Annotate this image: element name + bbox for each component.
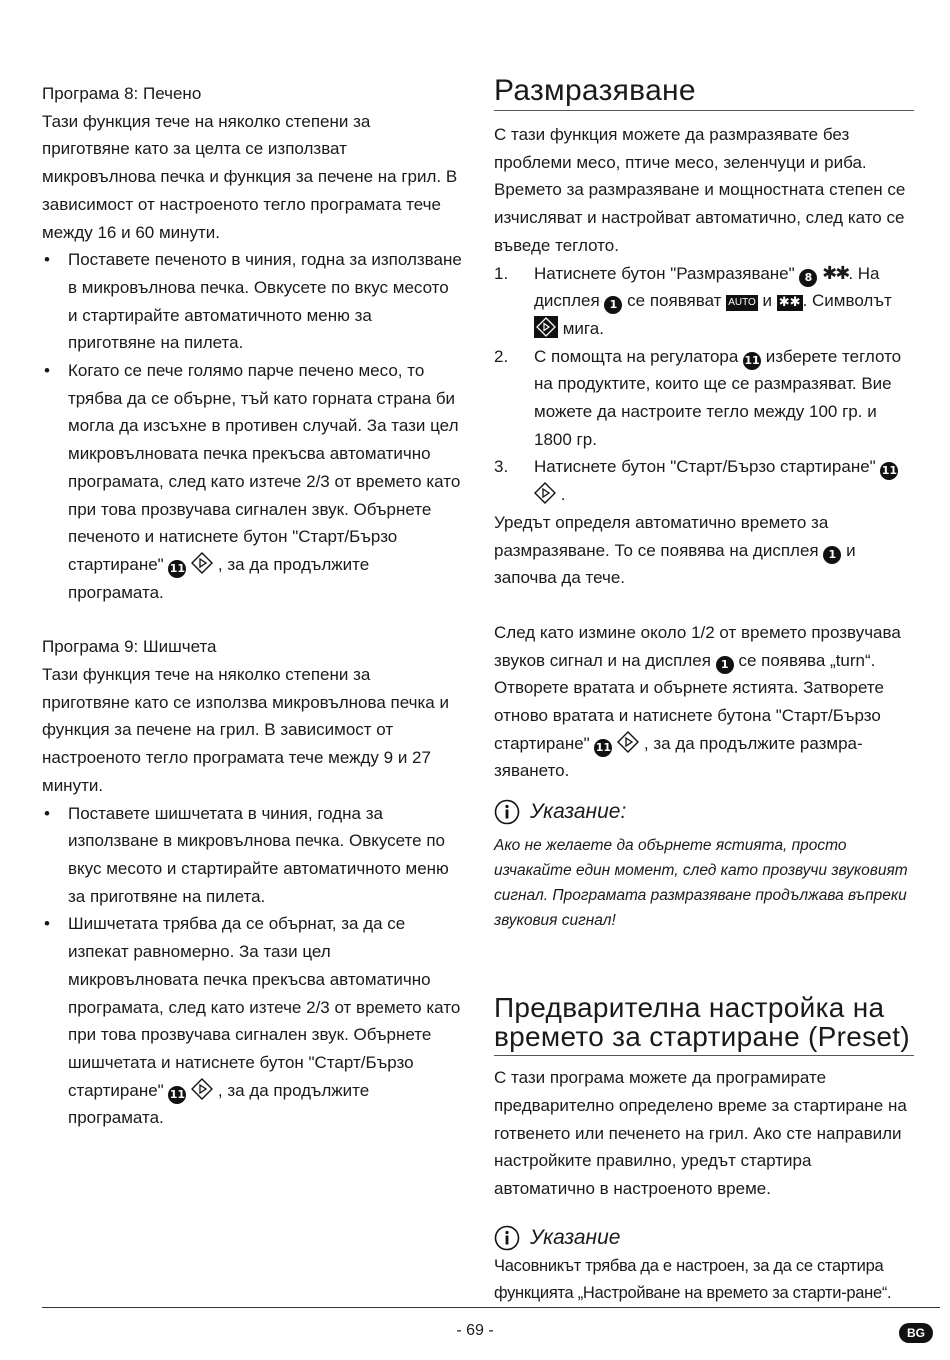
footer-divider [42, 1307, 940, 1308]
list-item [494, 343, 914, 454]
preset-text: С тази програма можете да програмирате предварително определено време за стартиране на готвенето или печенето на грил. Ако сте направили настройките правилно, уредът стартира автоматично в настроеното време. [494, 1068, 907, 1198]
program9-text: Тази функция тече на няколко степени за приготвяне като се използва микровълнова печка и функция за печене на грил. В зависимост от настроеното тегло програмата тече между 9 и 27 минути. [42, 665, 449, 795]
program8-bullets [42, 246, 462, 606]
device-text [494, 509, 914, 592]
program8-title: Програма 8: Печено [42, 84, 202, 103]
ref-1-icon: 1 [823, 546, 841, 564]
start-diamond-icon [534, 482, 556, 504]
step-number: 2. [494, 346, 509, 366]
defrost-display-icon: ✱✱ [778, 295, 801, 311]
step-number: 3. [494, 457, 509, 477]
note1-header [494, 799, 914, 825]
ref-11-icon: 11 [743, 352, 761, 370]
defrost-intro: С тази функция можете да размразявате без проблеми месо, птиче месо, зеленчуци и риба. Времето за размразяване и мощностната степен се изчисляват и настройват автоматично, след като се въведе теглото. [494, 125, 906, 255]
step-text: Натиснете бутон "Старт/Бързо стартиране" [534, 457, 876, 477]
heading-line: времето за стартиране (Preset) [494, 1021, 910, 1053]
step-text: и [762, 291, 773, 311]
preset-heading [494, 993, 914, 1056]
bullet-text: , за да продължите програмата. [68, 1080, 370, 1128]
right-column [494, 76, 914, 1308]
list-item [494, 453, 914, 508]
ref-11-icon: 11 [168, 1086, 186, 1104]
snowflake-icon: ✱✱ [822, 262, 849, 284]
step-text: . [560, 485, 566, 505]
start-diamond-icon [191, 552, 213, 574]
step-text: Натиснете бутон "Размразяване" [534, 263, 795, 283]
note2-title: Указание [530, 1225, 621, 1249]
list-item: • Поставете шишчетата в чиния, годна за използване в микровълнова печка. Овкусете по вкус месото и стартирайте автоматичното меню за приготвяне на пилета. [44, 803, 449, 906]
list-item [494, 260, 914, 343]
bullet-text: Поставете печеното в чиния, годна за използване в микровълнова печка. Овкусете по вкус месото и стартирайте автоматичното меню за приготвяне на пилета. [68, 250, 462, 353]
start-diamond-icon [617, 731, 639, 753]
page-number: - 69 - [456, 1322, 494, 1339]
info-icon [494, 1225, 520, 1251]
language-badge: BG [899, 1323, 933, 1343]
heading-line: Предварителна настройка на [494, 992, 885, 1024]
list-item: • Шишчетата трябва да се обърнат, за да се изпекат равномерно. За тази цел микровълновата печка прекъсва автоматично програмата, след като изтече 2/3 от времето като при това прозвучава сигнален звук. Обърнете шишчетата и натиснете бутон "Старт/Бързо стартиране" 11 , за да продължите програмата. [44, 914, 461, 1128]
text-part: се появява „turn“. Отворете вратата и обърнете ястията. Затворете отново вратата и натиснете бутона "Старт/Бързо стартиране" [494, 650, 884, 753]
step-text: . Символът [802, 291, 892, 311]
ref-11-icon: 11 [168, 560, 186, 578]
note1-title: Указание: [530, 800, 627, 824]
ref-11-icon: 11 [880, 462, 898, 480]
note1-text: Ако не желаете да обърнете ястията, просто изчакайте един момент, след като прозвучи звуковият сигнал. Програмата размразяване продължава въпреки звуковия сигнал! [494, 837, 908, 930]
bullet-text: Когато се пече голямо парче печено месо, то трябва да се обърне, тъй като горната страна би могла да изсъхне в противен случай. За тази цел микровълновата печка прекъсва автоматично програмата, след като изтече 2/3 от времето като при това прозвучава сигнален звук. Обърнете печеното и натиснете бутон "Старт/Бързо стартиране" [68, 361, 461, 574]
ref-11-icon: 11 [594, 739, 612, 757]
step-text: . На дисплея [534, 263, 880, 311]
bullet-text: Шишчетата трябва да се обърнат, за да се изпекат равномерно. За тази цел микровълновата печка прекъсва автоматично програмата, след като изтече 2/3 от времето като при това прозвучава сигнален звук. Обърнете шишчетата и натиснете бутон "Старт/Бързо стартиране" [68, 914, 461, 1100]
ref-8-icon: 8 [799, 269, 817, 287]
program9-title: Програма 9: Шишчета [42, 637, 217, 657]
bullet-text: Поставете шишчетата в чиния, годна за използване в микровълнова печка. Овкусете по вкус месото и стартирайте автоматичното меню за приготвяне на пилета. [68, 803, 449, 906]
step-text: се появяват [627, 291, 722, 311]
list-item: • Когато се пече голямо парче печено месо, то трябва да се обърне, тъй като горната страна би могла да изсъхне в противен случай. За тази цел микровълновата печка прекъсва автоматично програмата, след като изтече 2/3 от времето като при това прозвучава сигнален звук. Обърнете печеното и натиснете бутон "Старт/Бързо стартиране" 11 , за да продължите програмата. [44, 361, 461, 602]
step-text: С помощта на регулатора [534, 346, 739, 366]
list-item: • Поставете печеното в чиния, годна за използване в микровълнова печка. Овкусете по вкус месото и стартирайте автоматичното меню за приготвяне на пилета. [44, 250, 462, 353]
left-column [42, 80, 462, 1132]
auto-display-icon: AUTO [726, 295, 758, 311]
info-icon [494, 799, 520, 825]
half-time-text [494, 619, 914, 785]
start-diamond-filled-icon [534, 316, 558, 338]
step-text: мига. [562, 318, 604, 338]
defrost-heading: Размразяване [494, 76, 914, 111]
text-part: , за да продължите размра-зяването. [494, 733, 863, 781]
ref-1-icon: 1 [716, 656, 734, 674]
step-number: 1. [494, 263, 509, 283]
program9-bullets [42, 800, 462, 1132]
start-diamond-icon [191, 1078, 213, 1100]
program8-text: Тази функция тече на няколко степени за приготвяне като за целта се използват микровълнова печка и функция за печене на грил. В зависимост от настроеното тегло програмата тече между 16 и 60 минути. [42, 111, 458, 242]
defrost-steps [494, 260, 914, 509]
text-part: Уредът определя автоматично времето за размразяване. То се появява на дисплея [494, 512, 829, 560]
bullet-text: , за да продължите програмата. [68, 554, 370, 602]
note2-text: Часовникът трябва да е настроен, за да се стартира функцията „Настройване на времето за старти-ране“. [494, 1256, 892, 1303]
text-part: и започва да тече. [494, 540, 856, 588]
text-part: След като измине около 1/2 от времето прозвучава звуков сигнал и на дисплея [494, 622, 901, 670]
step-text: изберете теглото на продуктите, които ще се размразяват. Вие можете да настроите тегло между 100 гр. и 1800 гр. [534, 346, 902, 449]
note2-header [494, 1225, 914, 1251]
ref-1-icon: 1 [604, 296, 622, 314]
